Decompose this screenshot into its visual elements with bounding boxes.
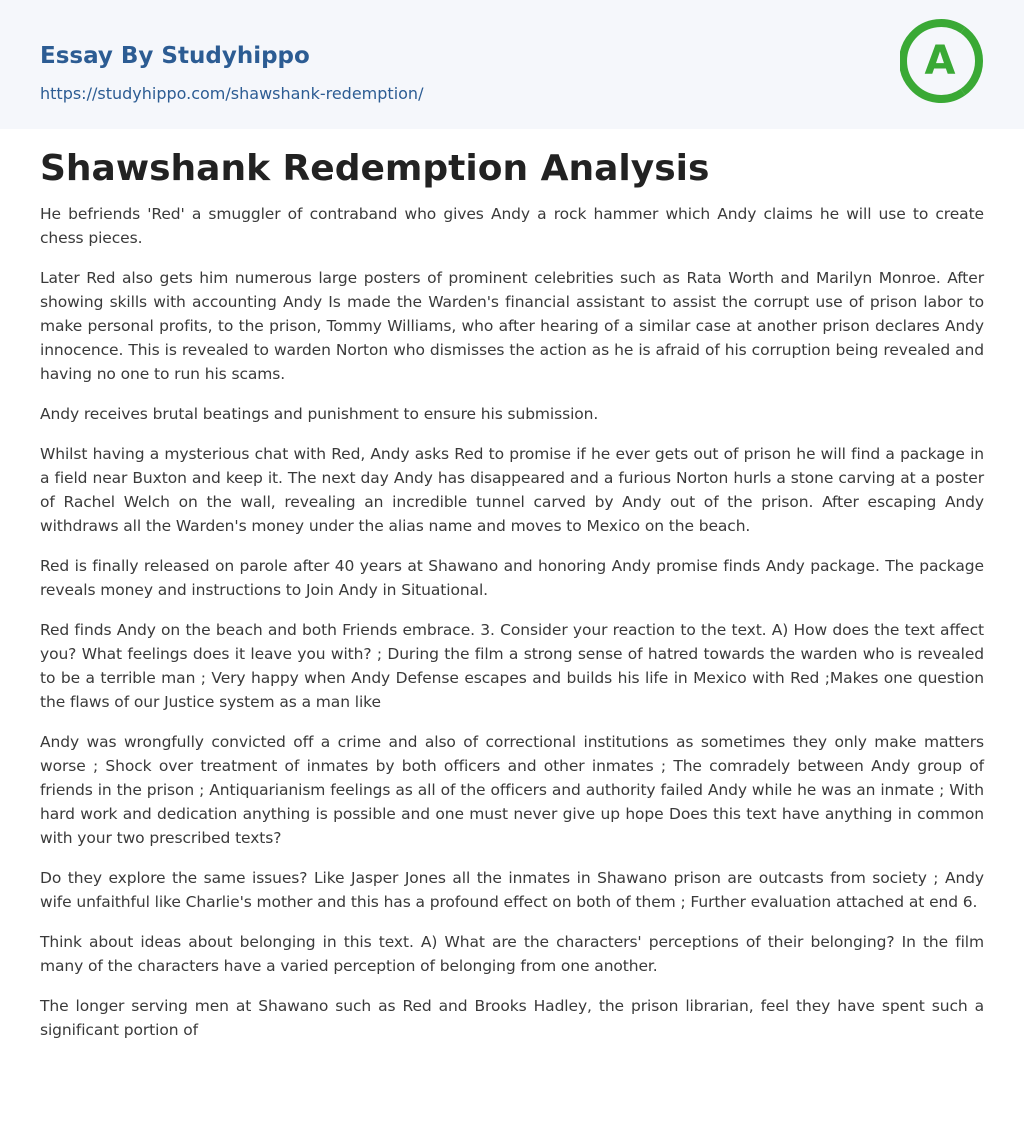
paragraph: Red is finally released on parole after 40 years at Shawano and honoring Andy promise finds Andy package. The package reveals money and instructions to Join Andy in Situational.	[40, 557, 984, 599]
paragraph: Think about ideas about belonging in this text. A) What are the characters' perceptions of their belonging? In the film many of the characters have a varied perception of belonging from one another.	[40, 933, 984, 975]
site-header	[0, 0, 1024, 129]
article-body	[40, 140, 984, 1058]
paragraph: Later Red also gets him numerous large posters of prominent celebrities such as Rata Worth and Marilyn Monroe. After showing skills with accounting Andy Is made the Warden's financial assistant to assist the corrupt use of prison labor to make personal profits, to the prison, Tommy Williams, who after hearing of a similar case at another prison declares Andy innocence. This is revealed to warden Norton who dismisses the action as he is afraid of his corruption being revealed and having no one to run his scams.	[40, 269, 984, 383]
paragraph: Red finds Andy on the beach and both Friends embrace. 3. Consider your reaction to the text. A) How does the text affect you? What feelings does it leave you with? ; During the film a strong sense of hatred towards the warden who is revealed to be a terrible man ; Very happy when Andy Defense escapes and builds his life in Mexico with Red ;Makes one question the flaws of our Justice system as a man like	[40, 621, 984, 711]
paragraph: Andy receives brutal beatings and punishment to ensure his submission.	[40, 405, 599, 423]
paragraph: Do they explore the same issues? Like Jasper Jones all the inmates in Shawano prison are outcasts from society ; Andy wife unfaithful like Charlie's mother and this has a profound effect on both of them ; Further evaluation attached at end 6.	[40, 869, 984, 911]
logo-letter: A	[924, 38, 956, 84]
page-title: Shawshank Redemption Analysis	[40, 148, 710, 189]
paragraph: He befriends 'Red' a smuggler of contraband who gives Andy a rock hammer which Andy claims he will use to create chess pieces.	[40, 205, 984, 247]
source-url-link[interactable]: https://studyhippo.com/shawshank-redemption/	[40, 84, 424, 103]
paragraph: Andy was wrongfully convicted off a crime and also of correctional institutions as sometimes they only make matters worse ; Shock over treatment of inmates by both officers and other inmates ; The comradely between Andy group of friends in the prison ; Antiquarianism feelings as all of the officers and authority failed Andy while he was an inmate ; With hard work and dedication anything is possible and one must never give up hope Does this text have anything in common with your two prescribed texts?	[40, 733, 984, 847]
brand-title: Essay By Studyhippo	[40, 43, 310, 69]
paragraph: The longer serving men at Shawano such as Red and Brooks Hadley, the prison librarian, feel they have spent such a significant portion of	[40, 997, 984, 1039]
studyhippo-logo-icon[interactable]	[900, 16, 990, 106]
paragraph: Whilst having a mysterious chat with Red, Andy asks Red to promise if he ever gets out of prison he will find a package in a field near Buxton and keep it. The next day Andy has disappeared and a furious Norton hurls a stone carving at a poster of Rachel Welch on the wall, revealing an incredible tunnel carved by Andy out of the prison. After escaping Andy withdraws all the Warden's money under the alias name and moves to Mexico on the beach.	[40, 445, 984, 535]
